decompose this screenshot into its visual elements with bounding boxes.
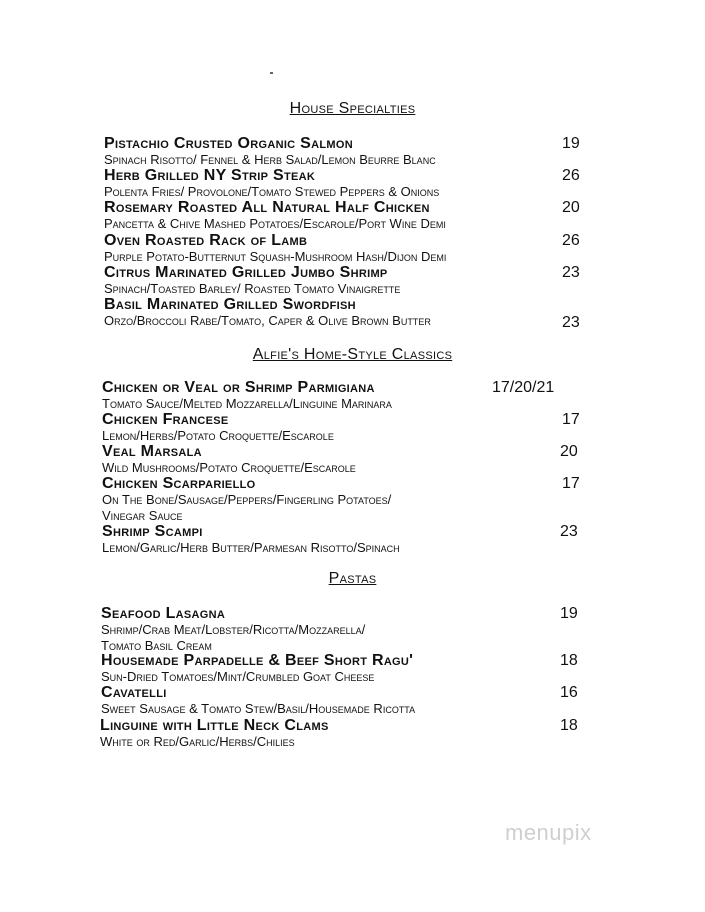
item-name: Basil Marinated Grilled Swordfish	[104, 296, 356, 313]
item-name: Seafood Lasagna	[101, 605, 226, 622]
item-name: Chicken Francese	[102, 411, 229, 428]
item-description: Orzo/Broccoli Rabe/Tomato, Caper & Olive Brown Butter	[104, 313, 431, 328]
section-title-pastas: Pastas	[328, 570, 377, 587]
item-description: Tomato Sauce/Melted Mozzarella/Linguine Marinara	[102, 396, 392, 411]
item-price: 26	[562, 232, 580, 249]
item-price: 23	[562, 314, 580, 331]
item-price: 17	[562, 475, 580, 492]
item-description-line-2: Vinegar Sauce	[102, 508, 183, 523]
item-description: Wild Mushrooms/Potato Croquette/Escarole	[102, 460, 356, 475]
item-price: 18	[560, 652, 578, 669]
item-price: 26	[562, 167, 580, 184]
item-name: Rosemary Roasted All Natural Half Chicken	[104, 199, 430, 216]
item-name: Linguine with Little Neck Clams	[100, 717, 329, 734]
section-title-home-style-classics: Alfie's Home-Style Classics	[252, 346, 453, 363]
item-name: Chicken Scarpariello	[102, 475, 256, 492]
item-price: 20	[560, 443, 578, 460]
item-name: Oven Roasted Rack of Lamb	[104, 232, 308, 249]
item-name: Veal Marsala	[102, 443, 202, 460]
item-description: Purple Potato-Butternut Squash-Mushroom Hash/Dijon Demi	[104, 249, 447, 264]
item-description-line-2: Tomato Basil Cream	[101, 638, 212, 653]
item-description: White or Red/Garlic/Herbs/Chilies	[100, 734, 295, 749]
item-price: 18	[560, 717, 578, 734]
item-price: 23	[562, 264, 580, 281]
item-price: 17/20/21	[492, 379, 555, 396]
item-description: Lemon/Garlic/Herb Butter/Parmesan Risotto/Spinach	[102, 540, 400, 555]
item-price: 19	[562, 135, 580, 152]
item-price: 17	[562, 411, 580, 428]
item-price: 19	[560, 605, 578, 622]
item-description: Sun-Dried Tomatoes/Mint/Crumbled Goat Cheese	[101, 669, 375, 684]
item-price: 20	[562, 199, 580, 216]
item-price: 16	[560, 684, 578, 701]
item-name: Herb Grilled NY Strip Steak	[104, 167, 316, 184]
item-description: Pancetta & Chive Mashed Potatoes/Escarole/Port Wine Demi	[104, 216, 446, 231]
item-description: Polenta Fries/ Provolone/Tomato Stewed Peppers & Onions	[104, 184, 440, 199]
scan-speck	[270, 72, 273, 74]
item-name: Shrimp Scampi	[102, 523, 203, 540]
item-name: Pistachio Crusted Organic Salmon	[104, 135, 353, 152]
item-name: Citrus Marinated Grilled Jumbo Shrimp	[104, 264, 388, 281]
item-description: Spinach/Toasted Barley/ Roasted Tomato Vinaigrette	[104, 281, 401, 296]
item-description: Sweet Sausage & Tomato Stew/Basil/Housemade Ricotta	[101, 701, 416, 716]
item-description: Shrimp/Crab Meat/Lobster/Ricotta/Mozzarella/	[101, 622, 366, 637]
item-description: Lemon/Herbs/Potato Croquette/Escarole	[102, 428, 334, 443]
item-description: Spinach Risotto/ Fennel & Herb Salad/Lemon Beurre Blanc	[104, 152, 436, 167]
menupix-watermark: menupix	[505, 820, 592, 845]
item-name: Chicken or Veal or Shrimp Parmigiana	[102, 379, 375, 396]
section-title-house-specialties: House Specialties	[289, 100, 416, 117]
item-price: 23	[560, 523, 578, 540]
item-description: On The Bone/Sausage/Peppers/Fingerling Potatoes/	[102, 492, 392, 507]
item-name: Housemade Parpadelle & Beef Short Ragu'	[101, 652, 414, 669]
item-name: Cavatelli	[101, 684, 167, 701]
